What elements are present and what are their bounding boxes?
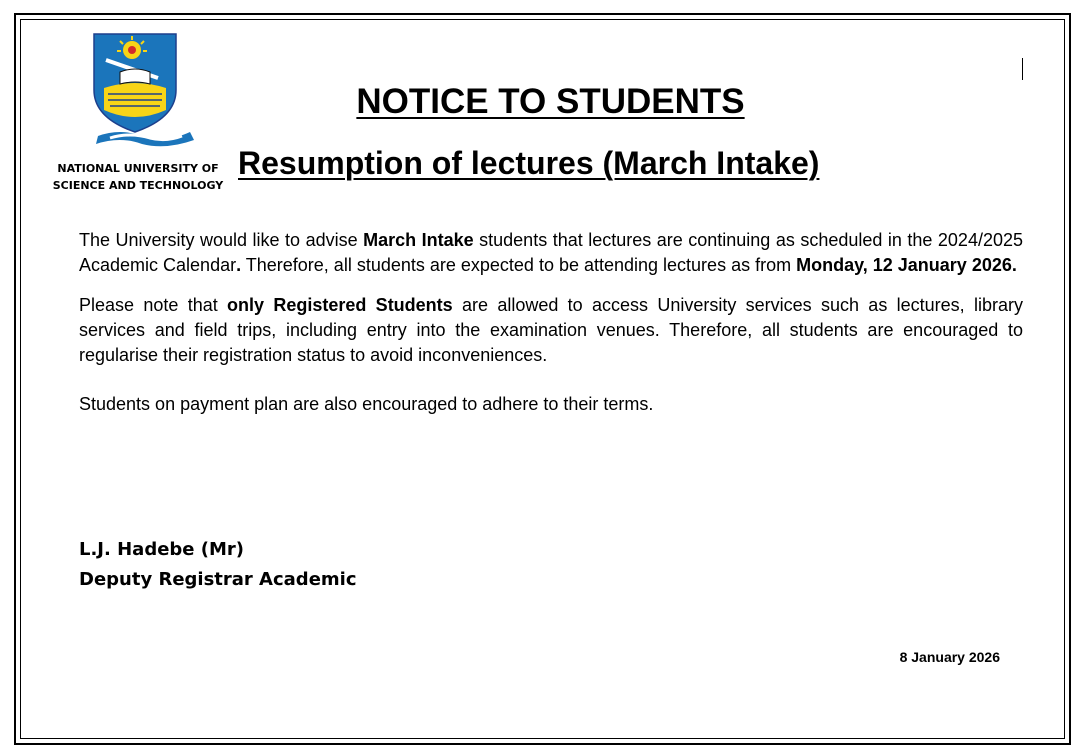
p1-text-c: students that lectures are continuing as scheduled in the 2024/2025 Academic Calendar [79, 230, 1023, 275]
notice-date: 8 January 2026 [899, 649, 1000, 665]
notice-subtitle: Resumption of lectures (March Intake) [238, 145, 820, 181]
paragraph-3: Students on payment plan are also encouraged to adhere to their terms. [79, 394, 654, 414]
p1-bold-period: . [236, 255, 242, 275]
p2-text-a: Please note that [79, 295, 228, 315]
institution-name [48, 160, 228, 194]
p1-text-a: The University would like to advise [79, 230, 364, 250]
p2-bold-registered: only Registered Students [227, 295, 453, 315]
p2-text-c: are allowed to access University services such as lectures, library services and field trips, including entry into the examination venues. Therefore, all students are encouraged to regularise their registration status to avoid inconveniences. [79, 295, 1023, 365]
institution-name-line2: SCIENCE AND TECHNOLOGY [52, 179, 224, 192]
p1-bold-date: Monday, 12 January 2026. [796, 255, 1017, 275]
notice-body [79, 228, 1023, 417]
notice-title: NOTICE TO STUDENTS [356, 82, 745, 121]
signatory-name: L.J. Hadebe (Mr) [79, 539, 245, 560]
paragraph-1 [79, 228, 1023, 278]
text-cursor [1022, 58, 1023, 80]
p1-bold-intake: March Intake [363, 230, 474, 250]
signatory-role: Deputy Registrar Academic [79, 569, 357, 590]
institution-name-line1: NATIONAL UNIVERSITY OF [57, 162, 219, 175]
p1-text-e: Therefore, all students are expected to be attending lectures as from [241, 255, 797, 275]
signature-block [79, 535, 357, 595]
paragraph-2 [79, 293, 1023, 368]
